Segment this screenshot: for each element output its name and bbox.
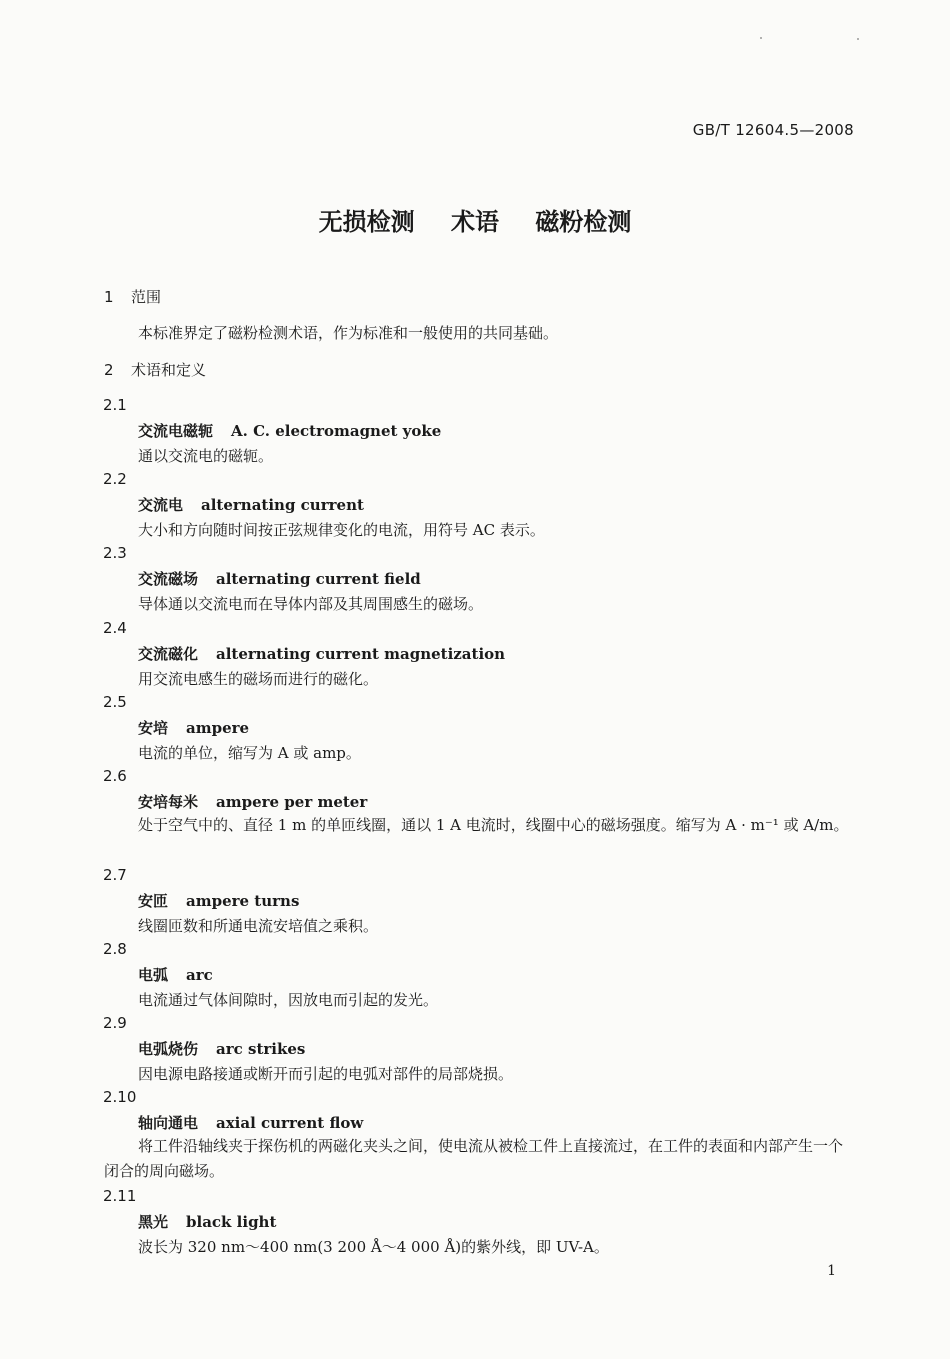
term-definition: 将工件沿轴线夹于探伤机的两磁化夹头之间，使电流从被检工件上直接流过，在工件的表面和内部产生一个闭合的周向磁场。 [104,1137,844,1180]
term-name [138,494,364,515]
section-number: 1 [104,288,114,306]
term-name [138,890,299,911]
section-number: 2 [104,361,114,379]
term-zh: 电弧烧伤 [138,1040,199,1058]
title-part: 无损检测 [318,208,415,236]
standard-code: GB/T 12604.5—2008 [692,121,854,139]
scan-speck [857,38,859,40]
term-name [138,791,367,812]
section-heading [104,286,161,307]
term-zh: 交流电磁轭 [138,422,214,440]
term-zh: 安匝 [138,892,169,910]
term-number: 2.10 [103,1088,137,1106]
term-definition: 波长为 320 nm～400 nm(3 200 Å～4 000 Å)的紫外线，即 UV-A。 [138,1238,609,1256]
term-en: black light [186,1213,277,1231]
section-title: 术语和定义 [131,361,207,379]
term-name [138,717,249,738]
term-en: A. C. electromagnet yoke [231,422,442,440]
term-number: 2.2 [103,470,127,488]
term-number: 2.11 [103,1187,137,1205]
term-definition: 处于空气中的、直径 1 m 的单匝线圈，通以 1 A 电流时，线圈中心的磁场强度。缩写为 A · m⁻¹ 或 A/m。 [138,816,849,834]
term-number: 2.8 [103,940,127,958]
term-en: alternating current magnetization [216,645,506,663]
term-definition: 大小和方向随时间按正弦规律变化的电流，用符号 AC 表示。 [138,521,545,539]
term-number: 2.1 [103,396,127,414]
term-zh: 安培每米 [138,793,199,811]
term-name [138,420,441,441]
term-number: 2.5 [103,693,127,711]
term-en: arc strikes [216,1040,306,1058]
term-en: ampere [186,719,250,737]
term-en: ampere turns [186,892,300,910]
term-number: 2.3 [103,544,127,562]
term-en: arc [186,966,213,984]
term-number: 2.4 [103,619,127,637]
title-part: 术语 [451,208,499,236]
section-text: 本标准界定了磁粉检测术语，作为标准和一般使用的共同基础。 [138,324,559,342]
term-name [138,1038,305,1059]
term-name [138,964,213,985]
page-title [0,202,950,237]
term-en: alternating current [201,496,364,514]
term-zh: 轴向通电 [138,1114,199,1132]
term-zh: 交流磁场 [138,570,199,588]
term-name [138,1211,276,1232]
term-en: alternating current field [216,570,421,588]
term-en: ampere per meter [216,793,368,811]
term-number: 2.9 [103,1014,127,1032]
term-definition: 因电源电路接通或断开而引起的电弧对部件的局部烧损。 [138,1065,514,1083]
term-definition: 导体通以交流电而在导体内部及其周围感生的磁场。 [138,595,484,613]
scan-speck [760,37,762,39]
term-name [138,568,421,589]
term-zh: 安培 [138,719,169,737]
term-en: axial current flow [216,1114,364,1132]
term-number: 2.7 [103,866,127,884]
term-zh: 电弧 [138,966,169,984]
section-title: 范围 [131,288,162,306]
term-definition: 电流通过气体间隙时，因放电而引起的发光。 [138,991,439,1009]
term-name [138,643,505,664]
term-zh: 交流电 [138,496,184,514]
term-number: 2.6 [103,767,127,785]
term-definition: 用交流电感生的磁场而进行的磁化。 [138,670,379,688]
title-part: 磁粉检测 [535,208,632,236]
term-zh: 黑光 [138,1213,169,1231]
term-definition: 通以交流电的磁轭。 [138,447,274,465]
term-name [138,1112,363,1133]
page-number: 1 [827,1263,836,1279]
term-definition: 线圈匝数和所通电流安培值之乘积。 [138,917,379,935]
section-heading [104,359,206,380]
term-definition: 电流的单位，缩写为 A 或 amp。 [138,744,361,762]
term-zh: 交流磁化 [138,645,199,663]
